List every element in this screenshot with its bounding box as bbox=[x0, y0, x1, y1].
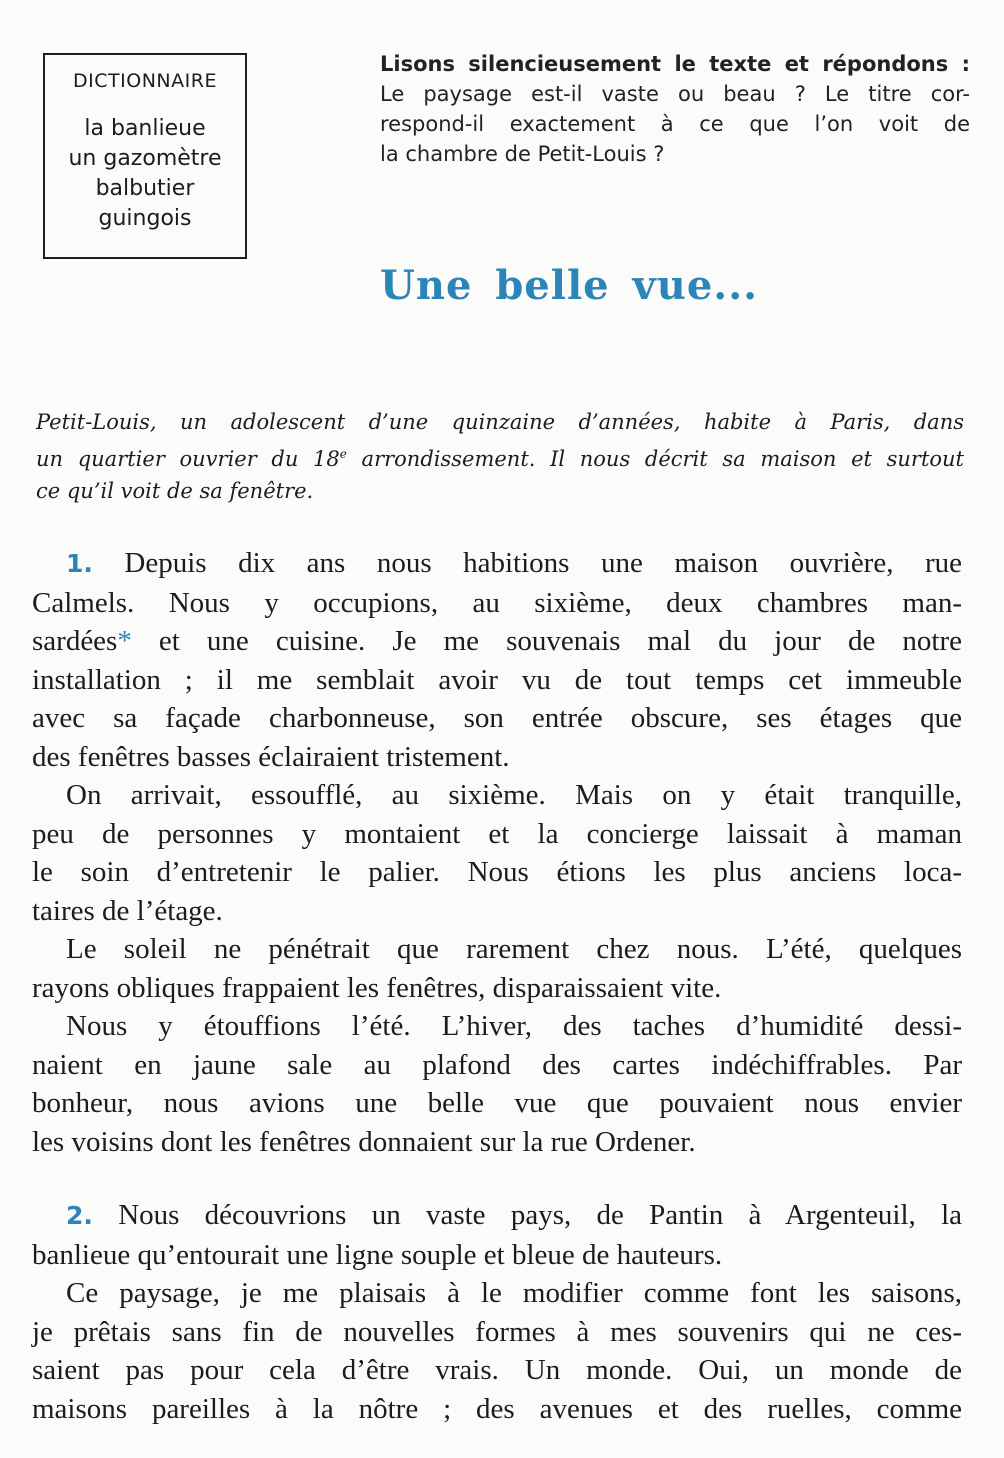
text-line: des fenêtres basses éclairaient tristement. bbox=[32, 740, 510, 773]
intro-line: un quartier ouvrier du 18e arrondissement. Il nous décrit sa maison et surtout bbox=[36, 447, 964, 471]
text-line: naient en jaune sale au plafond des cartes indéchiffrables. Par bbox=[32, 1048, 962, 1081]
text-line: avec sa façade charbonneuse, son entrée obscure, ses étages que bbox=[32, 702, 962, 734]
instructions-line: la chambre de Petit-Louis ? bbox=[380, 142, 665, 166]
section-number: 1. bbox=[66, 549, 93, 578]
text-line: 1. Depuis dix ans nous habitions une maison ouvrière, rue bbox=[66, 547, 962, 579]
text-line: 2. Nous découvrions un vaste pays, de Pantin à Argenteuil, la bbox=[66, 1199, 962, 1231]
text-line: Ce paysage, je me plaisais à le modifier comme font les saisons, bbox=[66, 1277, 962, 1309]
intro-line: ce qu’il voit de sa fenêtre. bbox=[36, 479, 314, 503]
dictionary-title: DICTIONNAIRE bbox=[73, 70, 217, 92]
text-line: Calmels. Nous y occupions, au sixième, deux chambres man- bbox=[32, 586, 962, 619]
instructions-lead: Lisons silencieusement le texte et répondons : bbox=[380, 52, 970, 76]
dictionary-word: guingois bbox=[98, 206, 192, 231]
story-text bbox=[32, 544, 962, 1428]
page-title: Une belle vue... bbox=[380, 262, 759, 309]
superscript: e bbox=[339, 447, 347, 461]
footnote-star: * bbox=[117, 625, 132, 657]
dictionary-word: balbutier bbox=[95, 176, 195, 201]
text-line: peu de personnes y montaient et la concierge laissait à maman bbox=[32, 817, 962, 850]
text-line: les voisins dont les fenêtres donnaient sur la rue Ordener. bbox=[32, 1125, 696, 1158]
section-1 bbox=[32, 544, 962, 1161]
text-line: bonheur, nous avions une belle vue que pouvaient nous envier bbox=[32, 1087, 962, 1119]
instructions-line: Le paysage est-il vaste ou beau ? Le titre cor- bbox=[380, 82, 970, 106]
dictionary-word-list bbox=[45, 114, 245, 234]
section-2 bbox=[32, 1196, 962, 1428]
text-line: rayons obliques frappaient les fenêtres, disparaissaient vite. bbox=[32, 971, 722, 1004]
text-line: le soin d’entretenir le palier. Nous étions les plus anciens loca- bbox=[32, 856, 962, 888]
text-line: On arrivait, essoufflé, au sixième. Mais on y était tranquille, bbox=[66, 779, 962, 811]
intro-paragraph bbox=[36, 406, 964, 507]
text-line: installation ; il me semblait avoir vu de tout temps cet immeuble bbox=[32, 663, 962, 696]
text-line: taires de l’étage. bbox=[32, 894, 223, 927]
dictionary-word: un gazomètre bbox=[68, 146, 222, 171]
text-line: saient pas pour cela d’être vrais. Un monde. Oui, un monde de bbox=[32, 1354, 962, 1386]
text-line: je prêtais sans fin de nouvelles formes à mes souvenirs qui ne ces- bbox=[32, 1315, 962, 1348]
instructions-line: respond-il exactement à ce que l’on voit de bbox=[380, 112, 970, 136]
section-number: 2. bbox=[66, 1201, 93, 1230]
dictionary-box bbox=[43, 53, 247, 259]
text-line: banlieue qu’entourait une ligne souple et bleue de hauteurs. bbox=[32, 1238, 723, 1271]
text-line: Nous y étouffions l’été. L’hiver, des taches d’humidité dessi- bbox=[66, 1010, 962, 1042]
text-line: maisons pareilles à la nôtre ; des avenues et des ruelles, comme bbox=[32, 1392, 962, 1425]
reading-instructions bbox=[380, 49, 970, 169]
text-line: sardées* et une cuisine. Je me souvenais mal du jour de notre bbox=[32, 625, 962, 657]
intro-line: Petit-Louis, un adolescent d’une quinzaine d’années, habite à Paris, dans bbox=[36, 410, 964, 434]
dictionary-word: la banlieue bbox=[84, 116, 206, 141]
text-line: Le soleil ne pénétrait que rarement chez nous. L’été, quelques bbox=[66, 933, 962, 965]
